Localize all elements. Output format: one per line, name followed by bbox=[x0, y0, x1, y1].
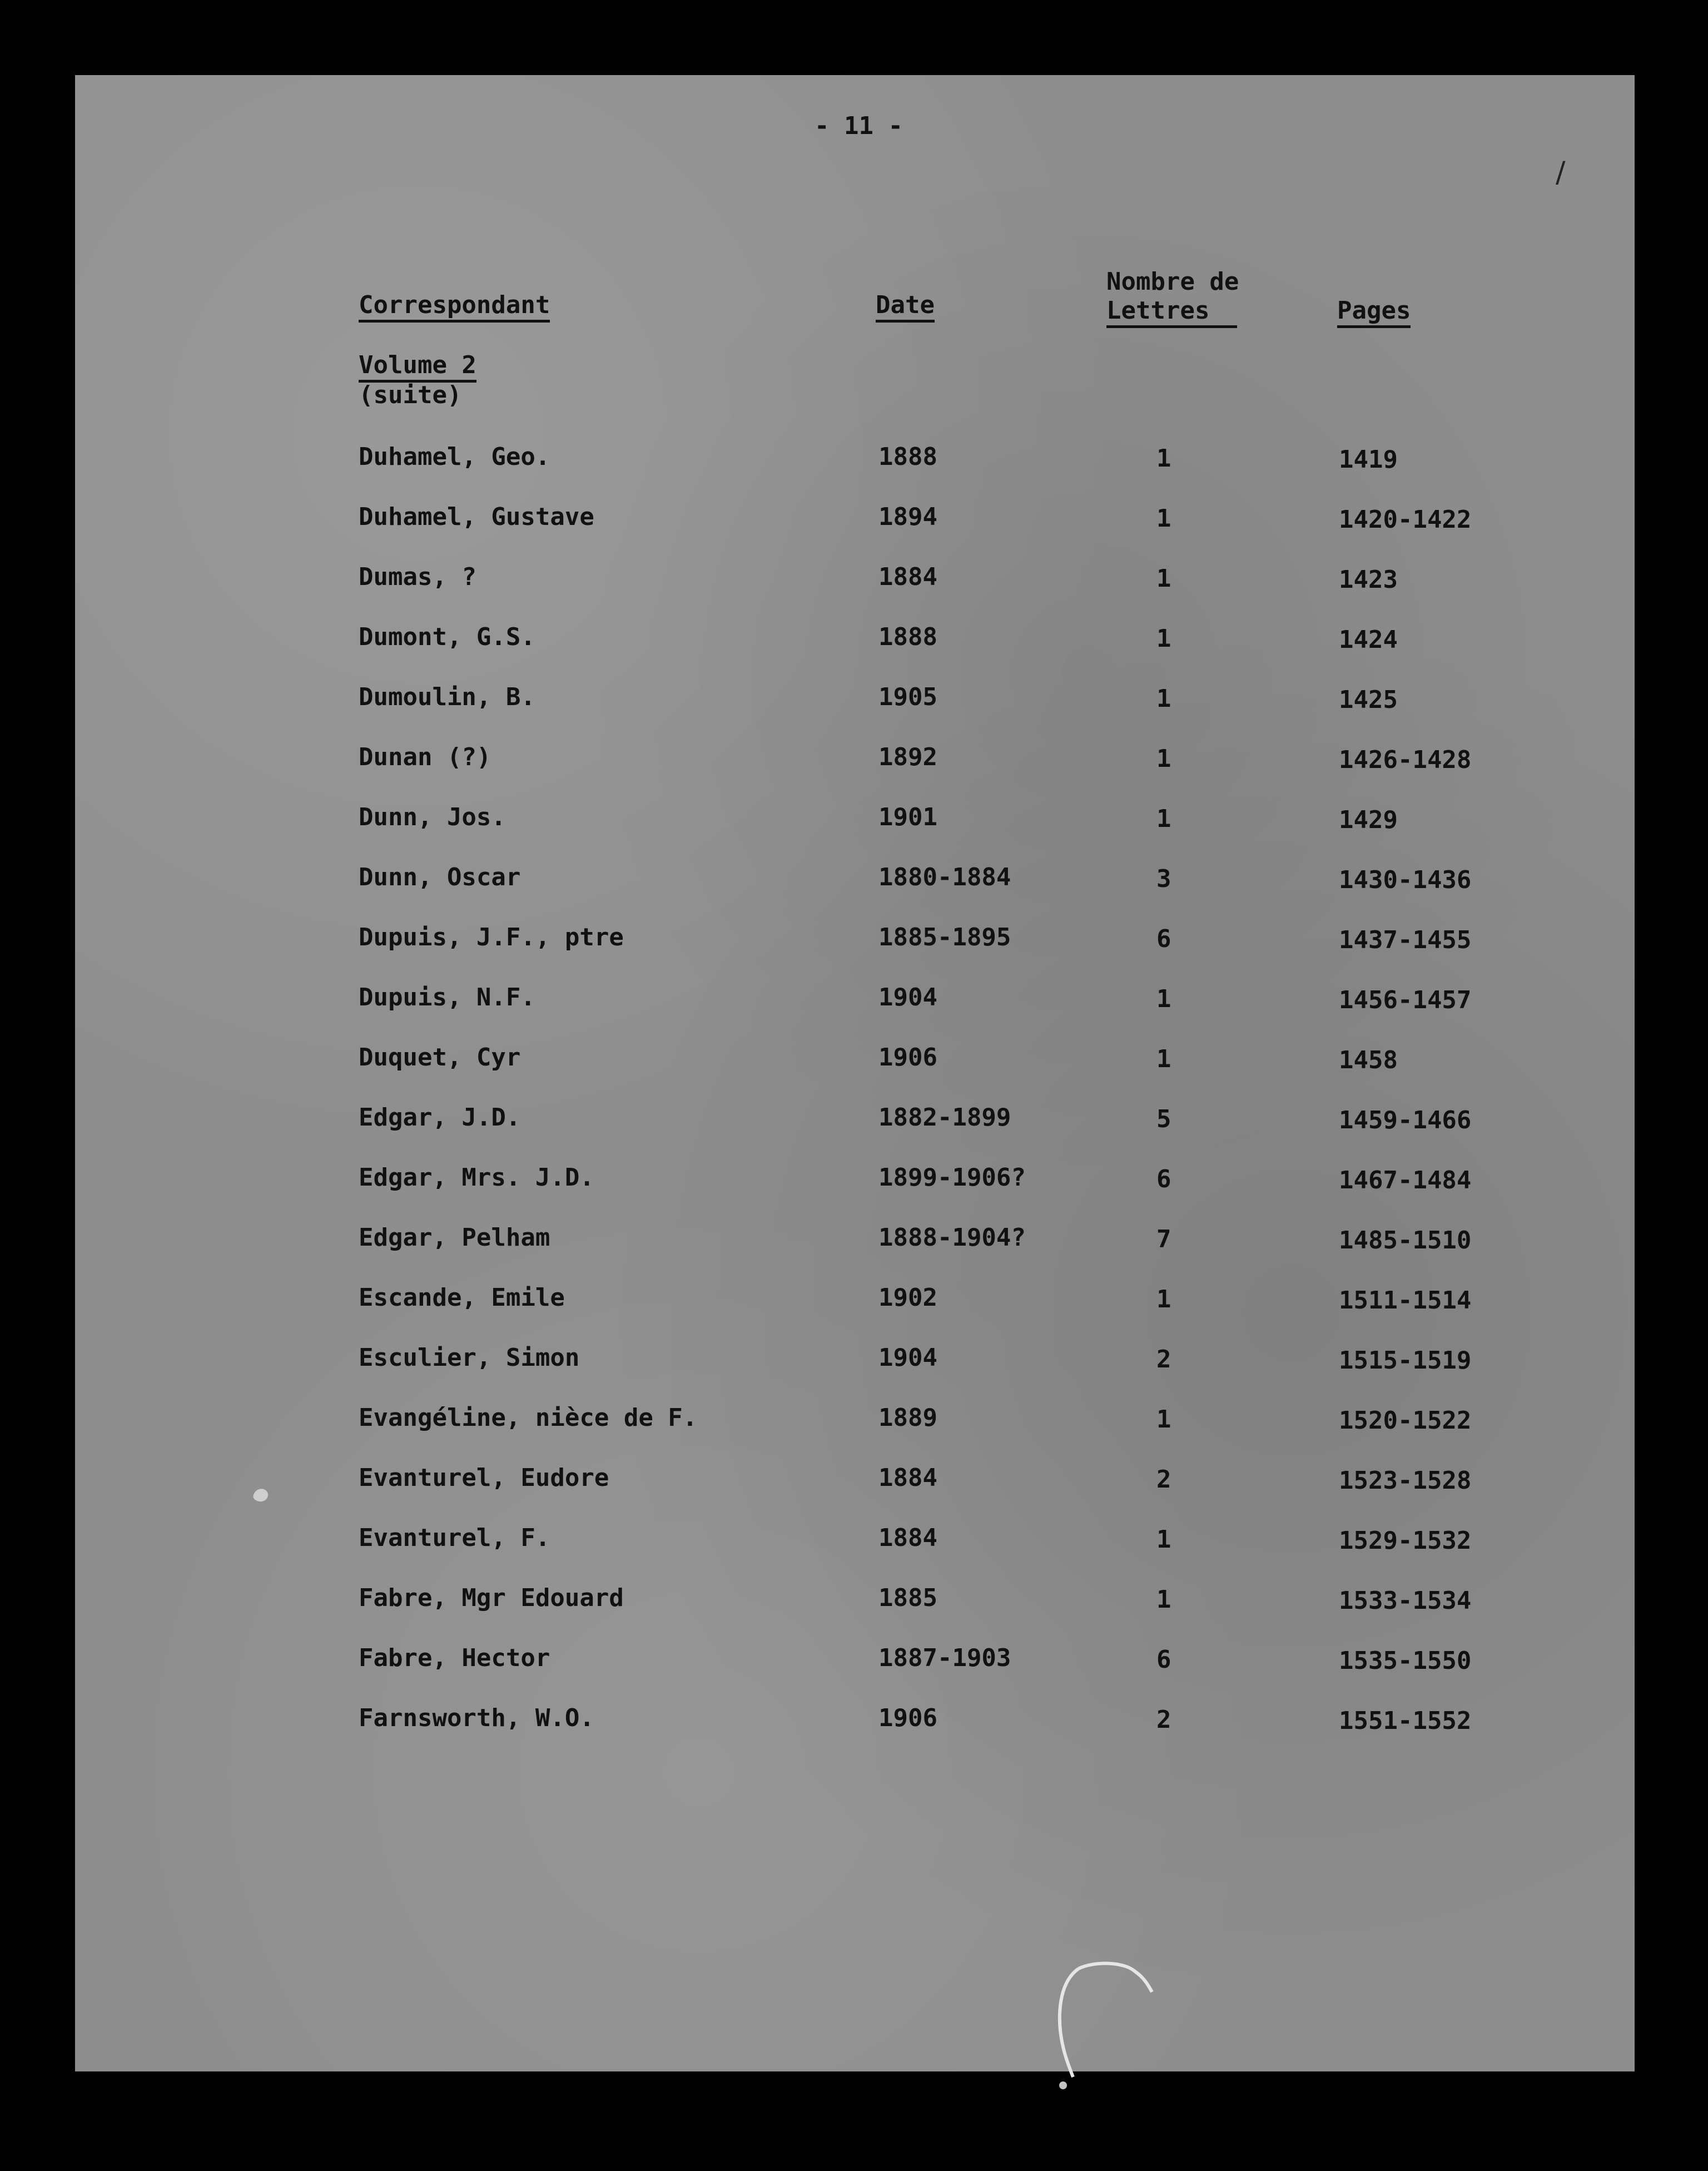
correspondent-name: Dunn, Jos. bbox=[359, 803, 506, 831]
page-range: 1430-1436 bbox=[1339, 866, 1472, 894]
table-row bbox=[75, 1346, 1635, 1379]
letter-count: 1 bbox=[1156, 564, 1171, 593]
letter-date: 1884 bbox=[878, 1524, 937, 1552]
page-range: 1485-1510 bbox=[1339, 1226, 1472, 1255]
paper-speck bbox=[250, 1485, 272, 1505]
page-range: 1551-1552 bbox=[1339, 1707, 1472, 1735]
letter-count: 5 bbox=[1156, 1105, 1171, 1133]
page-range: 1529-1532 bbox=[1339, 1526, 1472, 1555]
page-range: 1523-1528 bbox=[1339, 1466, 1472, 1495]
page-range: 1426-1428 bbox=[1339, 746, 1472, 774]
correspondent-name: Duquet, Cyr bbox=[359, 1043, 521, 1072]
letter-date: 1899-1906? bbox=[878, 1163, 1026, 1192]
table-row bbox=[75, 1223, 1635, 1259]
letter-date: 1888 bbox=[878, 443, 937, 471]
page-range: 1437-1455 bbox=[1339, 926, 1472, 954]
letter-count: 1 bbox=[1156, 444, 1171, 473]
page-range: 1456-1457 bbox=[1339, 986, 1472, 1014]
letter-date: 1906 bbox=[878, 1043, 937, 1072]
correspondent-name: Fabre, Hector bbox=[359, 1644, 550, 1672]
letter-date: 1885-1895 bbox=[878, 923, 1011, 951]
correspondent-name: Edgar, Pelham bbox=[359, 1223, 550, 1252]
table-row bbox=[75, 985, 1635, 1019]
correspondent-name: Edgar, J.D. bbox=[359, 1103, 521, 1132]
letter-date: 1885 bbox=[878, 1584, 937, 1612]
table-row bbox=[75, 805, 1635, 839]
letter-count: 1 bbox=[1156, 1585, 1171, 1614]
letter-count: 2 bbox=[1156, 1345, 1171, 1374]
page-range: 1515-1519 bbox=[1339, 1346, 1472, 1375]
page-range: 1429 bbox=[1339, 806, 1398, 834]
correspondent-name: Dupuis, J.F., ptre bbox=[359, 923, 624, 951]
page-range: 1511-1514 bbox=[1339, 1286, 1472, 1315]
table-row bbox=[75, 565, 1635, 598]
volume-sublabel: (suite) bbox=[359, 381, 462, 409]
document-page bbox=[75, 75, 1635, 2071]
correspondent-name: Evanturel, Eudore bbox=[359, 1464, 609, 1492]
correspondent-name: Dumas, ? bbox=[359, 563, 476, 591]
page-range: 1425 bbox=[1339, 686, 1398, 714]
correspondent-name: Escande, Emile bbox=[359, 1283, 565, 1312]
table-row bbox=[75, 1406, 1635, 1439]
correspondent-name: Fabre, Mgr Edouard bbox=[359, 1584, 624, 1612]
correspondent-name: Edgar, Mrs. J.D. bbox=[359, 1163, 594, 1192]
table-row bbox=[75, 1526, 1635, 1559]
table-row bbox=[75, 865, 1635, 899]
table-row bbox=[75, 1586, 1635, 1619]
letter-date: 1904 bbox=[878, 1344, 937, 1372]
table-row bbox=[75, 685, 1635, 718]
correspondent-name: Esculier, Simon bbox=[359, 1344, 580, 1372]
page-range: 1423 bbox=[1339, 566, 1398, 594]
correspondent-name: Duhamel, Gustave bbox=[359, 503, 594, 531]
letter-date: 1884 bbox=[878, 1464, 937, 1492]
correspondent-name: Dumont, G.S. bbox=[359, 623, 535, 651]
letter-date: 1894 bbox=[878, 503, 937, 531]
table-row bbox=[75, 1283, 1635, 1319]
table-row bbox=[75, 1163, 1635, 1199]
letter-count: 6 bbox=[1156, 1645, 1171, 1674]
table-row bbox=[75, 625, 1635, 658]
letter-date: 1906 bbox=[878, 1704, 937, 1732]
letter-date: 1880-1884 bbox=[878, 863, 1011, 891]
page-range: 1520-1522 bbox=[1339, 1406, 1472, 1435]
correspondent-name: Evangéline, nièce de F. bbox=[359, 1404, 698, 1432]
letter-date: 1887-1903 bbox=[878, 1644, 1011, 1672]
letter-date: 1892 bbox=[878, 743, 937, 771]
table-row bbox=[75, 445, 1635, 478]
letter-count: 1 bbox=[1156, 745, 1171, 773]
letter-date: 1889 bbox=[878, 1404, 937, 1432]
correspondent-name: Dumoulin, B. bbox=[359, 683, 535, 711]
page-range: 1535-1550 bbox=[1339, 1647, 1472, 1675]
letter-count: 1 bbox=[1156, 805, 1171, 833]
letter-count: 1 bbox=[1156, 1285, 1171, 1313]
letter-date: 1905 bbox=[878, 683, 937, 711]
table-row bbox=[75, 505, 1635, 538]
letter-count: 1 bbox=[1156, 624, 1171, 653]
letter-count: 1 bbox=[1156, 685, 1171, 713]
correspondent-name: Evanturel, F. bbox=[359, 1524, 550, 1552]
header-count-line1: Nombre de bbox=[1106, 267, 1239, 296]
letter-count: 1 bbox=[1156, 985, 1171, 1013]
correspondence-table bbox=[75, 75, 1635, 2071]
letter-count: 6 bbox=[1156, 925, 1171, 953]
letter-date: 1902 bbox=[878, 1283, 937, 1312]
letter-count: 1 bbox=[1156, 1405, 1171, 1434]
correspondent-name: Dunan (?) bbox=[359, 743, 491, 771]
correspondent-name: Farnsworth, W.O. bbox=[359, 1704, 594, 1732]
letter-count: 1 bbox=[1156, 1045, 1171, 1073]
table-row bbox=[75, 1706, 1635, 1739]
page-range: 1459-1466 bbox=[1339, 1106, 1472, 1134]
table-row bbox=[75, 1103, 1635, 1139]
letter-count: 2 bbox=[1156, 1706, 1171, 1734]
header-correspondant: Correspondant bbox=[359, 293, 550, 323]
page-range: 1458 bbox=[1339, 1046, 1398, 1074]
table-row bbox=[75, 925, 1635, 959]
correspondent-name: Duhamel, Geo. bbox=[359, 443, 550, 471]
header-pages: Pages bbox=[1337, 299, 1411, 328]
page-range: 1467-1484 bbox=[1339, 1166, 1472, 1194]
handwritten-arc-mark bbox=[1001, 1957, 1201, 2124]
stray-pen-mark: / bbox=[1556, 156, 1566, 189]
letter-date: 1901 bbox=[878, 803, 937, 831]
page-number: - 11 - bbox=[815, 112, 903, 140]
table-row bbox=[75, 1466, 1635, 1499]
letter-date: 1888-1904? bbox=[878, 1223, 1026, 1252]
page-range: 1420-1422 bbox=[1339, 505, 1472, 534]
volume-label: Volume 2 bbox=[359, 353, 476, 383]
header-count-line2: Lettres bbox=[1106, 299, 1237, 328]
page-range: 1424 bbox=[1339, 626, 1398, 654]
letter-date: 1888 bbox=[878, 623, 937, 651]
letter-count: 3 bbox=[1156, 865, 1171, 893]
letter-date: 1904 bbox=[878, 983, 937, 1012]
page-range: 1419 bbox=[1339, 445, 1398, 474]
page-range: 1533-1534 bbox=[1339, 1587, 1472, 1615]
table-row bbox=[75, 745, 1635, 779]
letter-date: 1884 bbox=[878, 563, 937, 591]
correspondent-name: Dupuis, N.F. bbox=[359, 983, 535, 1012]
letter-count: 1 bbox=[1156, 1525, 1171, 1554]
correspondent-name: Dunn, Oscar bbox=[359, 863, 521, 891]
letter-count: 2 bbox=[1156, 1465, 1171, 1494]
header-date: Date bbox=[876, 293, 935, 323]
table-row bbox=[75, 1646, 1635, 1679]
letter-count: 1 bbox=[1156, 504, 1171, 533]
letter-date: 1882-1899 bbox=[878, 1103, 1011, 1132]
letter-count: 7 bbox=[1156, 1225, 1171, 1253]
table-row bbox=[75, 1045, 1635, 1079]
letter-count: 6 bbox=[1156, 1165, 1171, 1193]
